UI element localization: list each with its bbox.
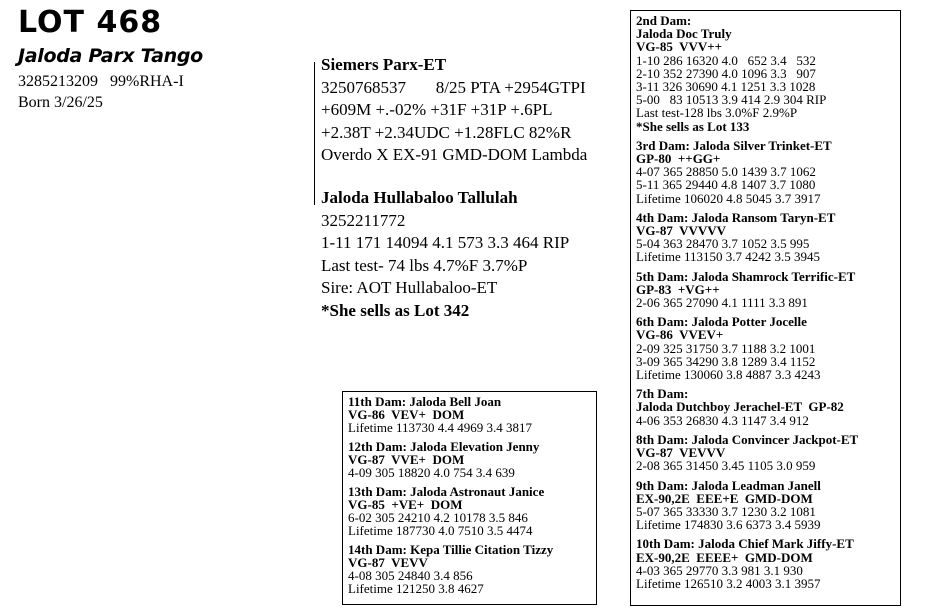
ancestor-record: *She sells as Lot 133 — [636, 118, 750, 134]
ancestor-name: 10th Dam: Jaloda Chief Mark Jiffy-ET — [636, 536, 854, 552]
ancestor-name: 8th Dam: Jaloda Convincer Jackpot-ET — [636, 431, 859, 447]
ancestor-name: Jaloda Dutchboy Jerachel-ET GP-82 — [636, 399, 844, 415]
ancestor-entry — [348, 440, 596, 480]
ancestor-record: 4-08 305 24840 3.4 856 — [348, 568, 473, 583]
ancestor-entry — [636, 387, 900, 427]
ancestor-record: 4-07 365 28850 5.0 1439 3.7 1062 — [636, 164, 816, 180]
sire-block — [321, 54, 587, 167]
ancestor-entry — [636, 14, 900, 133]
ancestor-classification: VG-87 VVVVV — [636, 223, 727, 239]
divider — [314, 62, 315, 205]
ancestor-record: 4-09 305 18820 4.0 754 3.4 639 — [348, 465, 515, 481]
ancestor-record: 4-03 365 29770 3.3 981 3.1 930 — [636, 562, 803, 578]
ancestor-record: 6-02 305 24210 4.2 10178 3.5 846 — [348, 510, 528, 525]
ancestor-name: 2nd Dam: — [636, 13, 692, 28]
ancestor-record: Lifetime 113150 3.7 4242 3.5 3945 — [636, 249, 821, 265]
ancestor-name: 7th Dam: — [636, 386, 689, 402]
ancestor-record: 3-09 365 34290 3.8 1289 3.4 1152 — [636, 353, 816, 369]
ancestor-entry — [636, 270, 900, 310]
ancestor-name: 14th Dam: Kepa Tillie Citation Tizzy — [348, 541, 554, 557]
ancestor-name: 11th Dam: Jaloda Bell Joan — [348, 394, 502, 409]
ancestor-classification: VG-86 VVEV+ — [636, 327, 724, 343]
ancestor-record: 4-06 353 26830 4.3 1147 3.4 912 — [636, 412, 809, 428]
ancestor-record: Lifetime 121250 3.8 4627 — [348, 581, 484, 597]
ancestor-entry — [636, 433, 900, 473]
ancestor-classification: VG-87 VEVV — [348, 554, 428, 570]
ancestor-classification: VG-85 VVV++ — [636, 39, 723, 55]
dam-lot-note: *She sells as Lot 342 — [321, 300, 470, 320]
dam-block — [321, 187, 569, 322]
pedigree-box-right — [630, 10, 901, 606]
dam-line: Sire: AOT Hullabaloo-ET — [321, 278, 498, 297]
ancestor-name: 12th Dam: Jaloda Elevation Jenny — [348, 438, 540, 454]
ancestor-entry — [636, 315, 900, 381]
pedigree-box-bottom — [342, 391, 597, 605]
ancestor-name: Jaloda Doc Truly — [636, 26, 732, 42]
ancestor-record: Lifetime 174830 3.6 6373 3.4 5939 — [636, 517, 821, 533]
ancestor-record: Lifetime 187730 4.0 7510 3.5 4474 — [348, 523, 533, 539]
ancestor-entry — [636, 537, 900, 590]
lot-number: LOT 468 — [18, 5, 163, 40]
ancestor-record: Lifetime 126510 3.2 4003 3.1 3957 — [636, 575, 821, 591]
ancestor-record: Lifetime 106020 4.8 5045 3.7 3917 — [636, 190, 821, 206]
ancestor-record: 5-04 363 28470 3.7 1052 3.5 995 — [636, 236, 810, 252]
ancestor-classification: EX-90,2E EEEE+ GMD-DOM — [636, 549, 813, 565]
dam-line: 1-11 171 14094 4.1 573 3.3 464 RIP — [321, 233, 570, 252]
ancestor-classification: EX-90,2E EEE+E GMD-DOM — [636, 490, 813, 506]
ancestor-record: 5-00 83 10513 3.9 414 2.9 304 RIP — [636, 92, 827, 108]
ancestor-record: 5-07 365 33330 3.7 1230 3.2 1081 — [636, 503, 816, 519]
ancestor-entry — [636, 479, 900, 532]
ancestor-classification: VG-87 VVE+ DOM — [348, 452, 465, 467]
ancestor-name: 9th Dam: Jaloda Leadman Janell — [636, 477, 821, 493]
animal-name: Jaloda Parx Tango — [18, 45, 203, 67]
ancestor-entry — [636, 139, 900, 205]
sire-line: +609M +.-02% +31F +31P +.6PL — [321, 100, 553, 119]
ancestor-classification: GP-83 +VG++ — [636, 281, 720, 297]
ancestor-record: 2-10 352 27390 4.0 1096 3.3 907 — [636, 65, 816, 81]
ancestor-record: 5-11 365 29440 4.8 1407 3.7 1080 — [636, 177, 816, 193]
ancestor-record: Last test-128 lbs 3.0%F 2.9%P — [636, 105, 798, 121]
dam-line: Last test- 74 lbs 4.7%F 3.7%P — [321, 255, 528, 275]
ancestor-name: 13th Dam: Jaloda Astronaut Janice — [348, 483, 545, 499]
ancestor-entry — [348, 485, 596, 538]
ancestor-entry — [348, 395, 596, 435]
ancestor-classification: VG-85 +VE+ DOM — [348, 496, 463, 512]
dam-name: Jaloda Hullabaloo Tallulah — [321, 188, 518, 207]
ancestor-name: 4th Dam: Jaloda Ransom Taryn-ET — [636, 209, 836, 225]
ancestor-record: 2-06 365 27090 4.1 1111 3.3 891 — [636, 295, 808, 311]
animal-registration: 3285213209 99%RHA-I — [18, 73, 184, 90]
sire-line: 3250768537 8/25 PTA +2954GTPI — [321, 77, 586, 97]
sire-line: +2.38T +2.34UDC +1.28FLC 82%R — [321, 122, 572, 142]
ancestor-record: 3-11 326 30690 4.1 1251 3.3 1028 — [636, 79, 816, 95]
dam-line: 3252211772 — [321, 210, 406, 230]
sire-name: Siemers Parx-ET — [321, 55, 447, 74]
ancestor-record: 2-09 325 31750 3.7 1188 3.2 1001 — [636, 340, 816, 356]
ancestor-classification: VG-86 VEV+ DOM — [348, 407, 465, 423]
ancestor-record: Lifetime 130060 3.8 4887 3.3 4243 — [636, 367, 821, 383]
ancestor-record: 2-08 365 31450 3.45 1105 3.0 959 — [636, 458, 816, 474]
animal-birth-date: Born 3/26/25 — [18, 94, 103, 111]
ancestor-record: 1-10 286 16320 4.0 652 3.4 532 — [636, 52, 816, 68]
sire-line: Overdo X EX-91 GMD-DOM Lambda — [321, 145, 588, 164]
ancestor-classification: VG-87 VEVVV — [636, 445, 726, 461]
ancestor-entry — [348, 543, 596, 596]
ancestor-classification: GP-80 ++GG+ — [636, 151, 721, 167]
ancestor-name: 6th Dam: Jaloda Potter Jocelle — [636, 314, 807, 330]
ancestor-name: 5th Dam: Jaloda Shamrock Terrific-ET — [636, 268, 856, 284]
ancestor-name: 3rd Dam: Jaloda Silver Trinket-ET — [636, 137, 832, 153]
ancestor-entry — [636, 211, 900, 264]
ancestor-record: Lifetime 113730 4.4 4969 3.4 3817 — [348, 420, 533, 436]
